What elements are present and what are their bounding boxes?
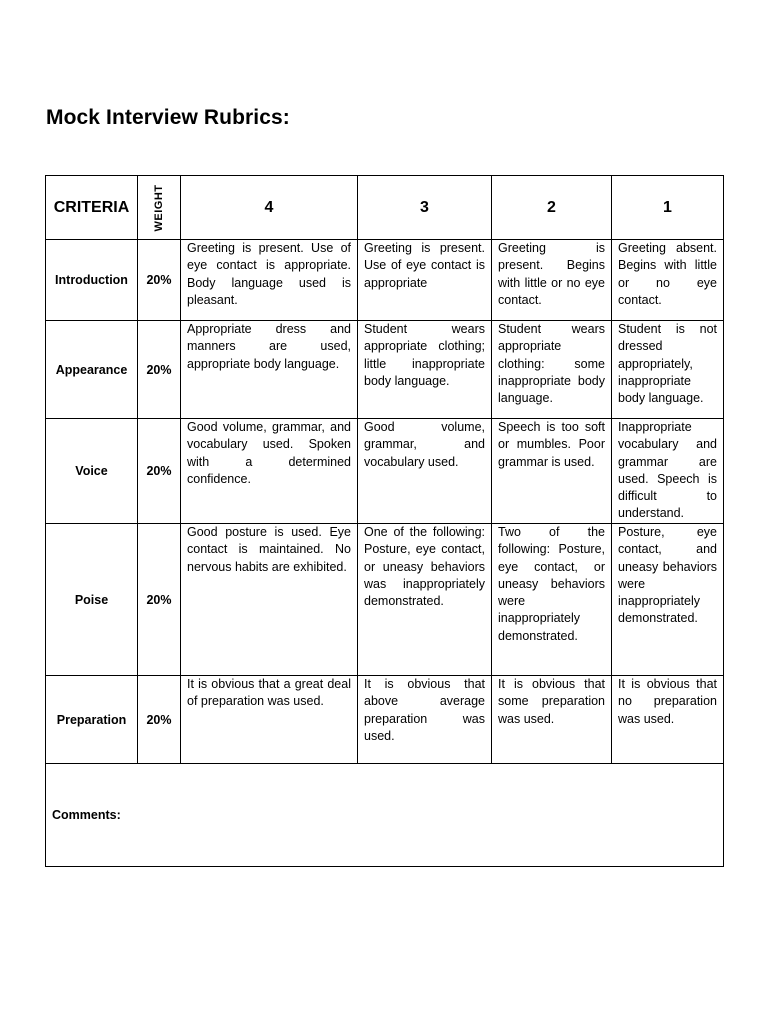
table-row <box>46 321 724 419</box>
comments-label: Comments: <box>46 764 724 867</box>
comments-row <box>46 764 724 867</box>
rubric-cell: Good volume, grammar, and vocabulary used. <box>358 419 492 524</box>
weight-cell: 20% <box>138 240 181 321</box>
table-row <box>46 676 724 764</box>
criteria-appearance: Appearance <box>46 321 138 419</box>
score-header-3: 3 <box>358 176 492 240</box>
rubric-cell: Greeting is present. Use of eye contact is appropriate. Body language used is pleasant. <box>181 240 358 321</box>
rubric-cell: It is obvious that above average preparation was used. <box>358 676 492 764</box>
weight-header-label: WEIGHT <box>153 184 165 231</box>
rubric-cell: One of the following: Posture, eye contact, or uneasy behaviors was inappropriately demonstrated. <box>358 524 492 676</box>
rubric-cell: Student is not dressed appropriately, inappropriate body language. <box>612 321 724 419</box>
table-row <box>46 524 724 676</box>
criteria-introduction: Introduction <box>46 240 138 321</box>
rubric-cell: Greeting absent. Begins with little or no eye contact. <box>612 240 724 321</box>
score-header-1: 1 <box>612 176 724 240</box>
rubric-cell: It is obvious that no preparation was used. <box>612 676 724 764</box>
rubric-cell: Student wears appropriate clothing; little inappropriate body language. <box>358 321 492 419</box>
table-row <box>46 419 724 524</box>
rubric-cell: Good volume, grammar, and vocabulary used. Spoken with a determined confidence. <box>181 419 358 524</box>
header-row <box>46 176 724 240</box>
rubric-cell: Speech is too soft or mumbles. Poor grammar is used. <box>492 419 612 524</box>
score-header-2: 2 <box>492 176 612 240</box>
criteria-voice: Voice <box>46 419 138 524</box>
rubric-cell: Two of the following: Posture, eye contact, or uneasy behaviors were inappropriately demonstrated. <box>492 524 612 676</box>
rubric-cell: Greeting is present. Begins with little or no eye contact. <box>492 240 612 321</box>
rubric-cell: Greeting is present. Use of eye contact is appropriate <box>358 240 492 321</box>
rubric-cell: Posture, eye contact, and uneasy behaviors were inappropriately demonstrated. <box>612 524 724 676</box>
criteria-header: CRITERIA <box>46 176 138 240</box>
table-row <box>46 240 724 321</box>
weight-cell: 20% <box>138 676 181 764</box>
score-header-4: 4 <box>181 176 358 240</box>
rubric-cell: Good posture is used. Eye contact is maintained. No nervous habits are exhibited. <box>181 524 358 676</box>
weight-cell: 20% <box>138 419 181 524</box>
criteria-poise: Poise <box>46 524 138 676</box>
rubric-cell: Inappropriate vocabulary and grammar are used. Speech is difficult to understand. <box>612 419 724 524</box>
weight-cell: 20% <box>138 524 181 676</box>
criteria-preparation: Preparation <box>46 676 138 764</box>
weight-header <box>138 176 181 240</box>
rubric-cell: It is obvious that a great deal of preparation was used. <box>181 676 358 764</box>
rubric-cell: It is obvious that some preparation was used. <box>492 676 612 764</box>
rubric-cell: Appropriate dress and manners are used, appropriate body language. <box>181 321 358 419</box>
rubric-table <box>45 175 724 867</box>
rubric-cell: Student wears appropriate clothing: some inappropriate body language. <box>492 321 612 419</box>
document-title: Mock Interview Rubrics: <box>46 106 290 129</box>
weight-cell: 20% <box>138 321 181 419</box>
